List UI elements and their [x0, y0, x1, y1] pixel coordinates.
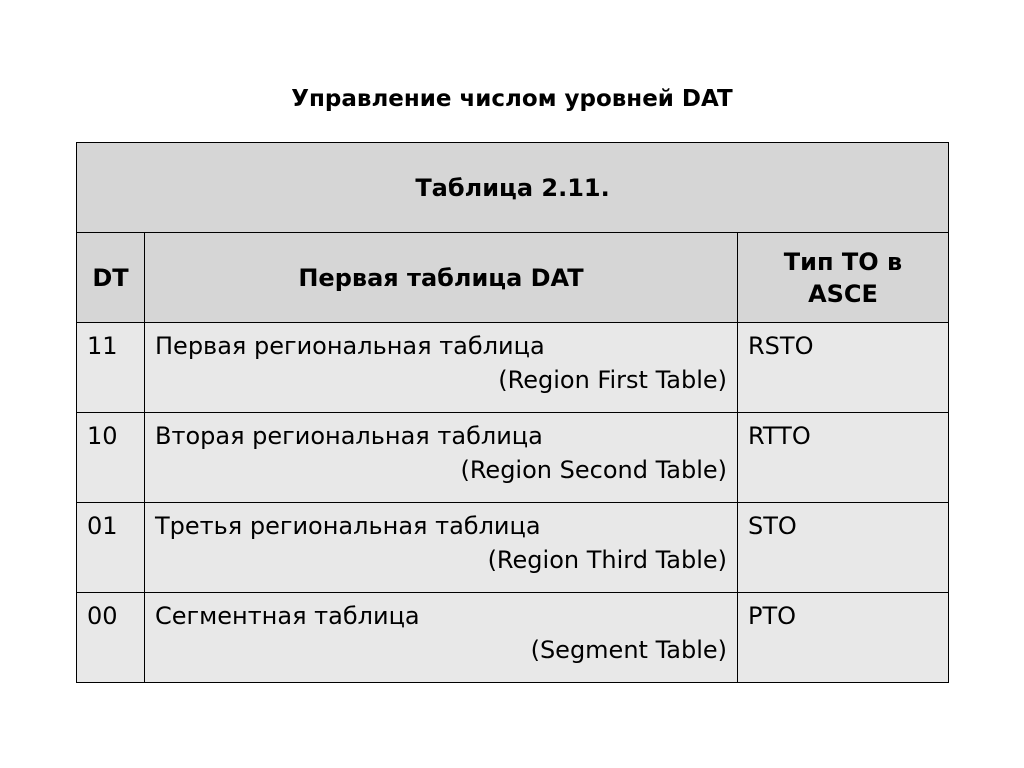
table-caption-row	[77, 143, 949, 233]
table-name-ru: Первая региональная таблица	[155, 332, 545, 360]
table-caption: Таблица 2.11.	[77, 143, 949, 233]
column-header-type-line1: Тип ТО в	[783, 247, 903, 276]
type-value: PTO	[748, 602, 797, 630]
table-name-ru: Сегментная таблица	[155, 602, 420, 630]
type-value: STO	[748, 512, 797, 540]
page-title: Управление числом уровней DAT	[291, 86, 733, 112]
type-value: RSTO	[748, 332, 814, 360]
cell-type	[738, 413, 949, 503]
dt-value: 11	[87, 332, 118, 360]
dt-value: 01	[87, 512, 118, 540]
cell-type	[738, 593, 949, 683]
cell-dt	[77, 413, 145, 503]
table-name-ru: Вторая региональная таблица	[155, 422, 543, 450]
dt-value: 00	[87, 602, 118, 630]
cell-name	[145, 593, 738, 683]
cell-name	[145, 503, 738, 593]
cell-dt	[77, 593, 145, 683]
table-row	[77, 503, 949, 593]
cell-type	[738, 323, 949, 413]
table-name-en: (Region Second Table)	[460, 456, 727, 484]
column-header-dt: DT	[77, 233, 145, 323]
dat-levels-table	[76, 142, 949, 683]
table-header-row	[77, 233, 949, 323]
column-header-name: Первая таблица DAT	[145, 233, 738, 323]
cell-name	[145, 413, 738, 503]
column-header-type-line2: ASCE	[808, 279, 878, 308]
cell-dt	[77, 503, 145, 593]
table-name-en: (Segment Table)	[530, 636, 727, 664]
cell-type	[738, 503, 949, 593]
table-row	[77, 413, 949, 503]
column-header-type	[738, 233, 949, 323]
table-row	[77, 593, 949, 683]
dt-value: 10	[87, 422, 118, 450]
table-name-ru: Третья региональная таблица	[155, 512, 541, 540]
table-name-en: (Region Third Table)	[487, 546, 727, 574]
type-value: RTTO	[748, 422, 811, 450]
table-name-en: (Region First Table)	[498, 366, 727, 394]
table-row	[77, 323, 949, 413]
cell-dt	[77, 323, 145, 413]
cell-name	[145, 323, 738, 413]
